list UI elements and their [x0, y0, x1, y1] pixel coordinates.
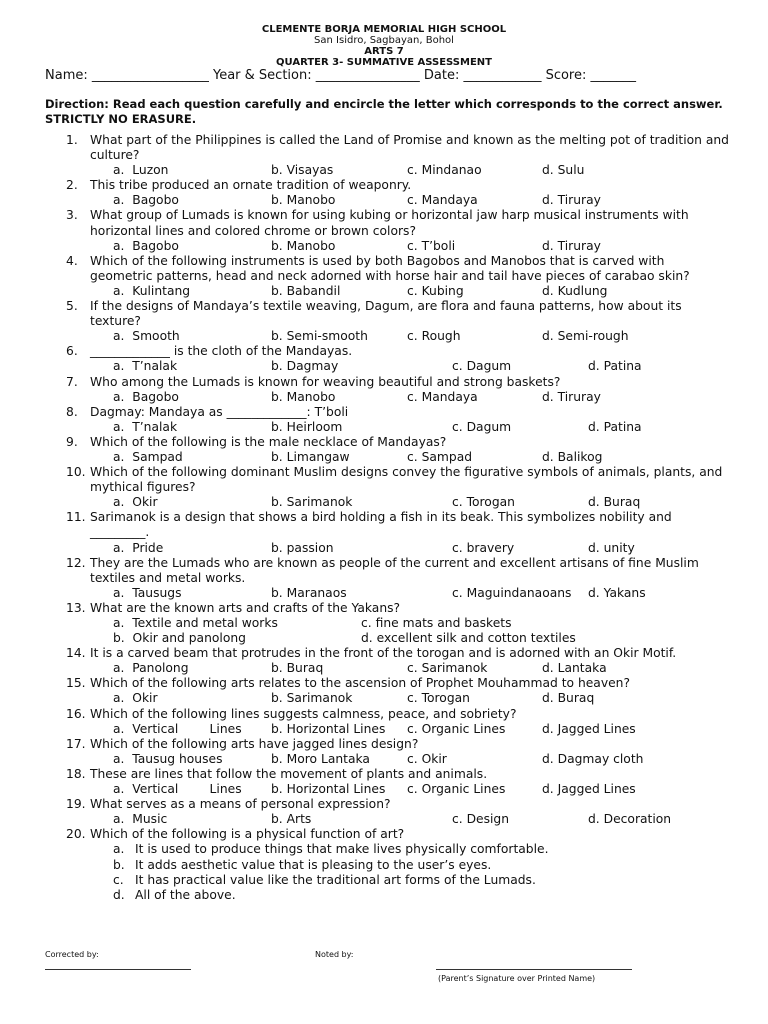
question-number: 14. [66, 646, 86, 661]
question-text: Which of the following is a physical function of art? [90, 827, 405, 842]
question-text: Sarimanok is a design that shows a bird holding a fish in its beak. This symbolizes nobility and _________. [90, 510, 672, 540]
answer-choice[interactable]: b. Heirloom [271, 419, 343, 434]
answer-choice[interactable] [113, 842, 768, 857]
answer-choice[interactable] [113, 873, 768, 888]
question-item [0, 208, 768, 238]
answer-choice[interactable]: a. Tausug houses [113, 751, 223, 766]
choice-letter: d. [113, 887, 125, 902]
question-list [0, 133, 768, 903]
answer-choice[interactable]: d. Balikog [542, 449, 603, 464]
signature-footer [0, 948, 768, 988]
question-item [0, 510, 768, 540]
answer-choice[interactable]: a. Pride [113, 540, 164, 555]
school-name: CLEMENTE BORJA MEMORIAL HIGH SCHOOL [261, 24, 507, 35]
answer-choice[interactable]: b. Okir and panolong [113, 631, 246, 646]
parent-signature-line [436, 969, 632, 970]
question-number: 11. [66, 510, 86, 525]
question-item [0, 299, 768, 329]
question-item [0, 344, 768, 359]
question-number: 13. [66, 600, 86, 615]
question-number: 16. [66, 706, 86, 721]
answer-choice[interactable]: b. Babandil [271, 283, 341, 298]
question-text: It is a carved beam that protrudes in the front of the torogan and is adorned with an Okir Motif. [90, 646, 677, 661]
answer-choice[interactable]: c. T’boli [407, 238, 456, 253]
parent-signature-label: (Parent’s Signature over Printed Name) [438, 974, 596, 983]
choice-row [0, 359, 768, 374]
answer-choice[interactable]: c. Maguindanaoans [452, 585, 572, 600]
choice-row [0, 239, 768, 254]
answer-choice[interactable]: a. Sampad [113, 449, 183, 464]
question-number: 1. [66, 133, 78, 147]
question-item [0, 797, 768, 812]
answer-choice[interactable]: c. Sarimanok [407, 661, 488, 676]
question-text: Dagmay: Mandaya as _____________: T’boli [90, 404, 349, 419]
noted-by-label: Noted by: [315, 950, 354, 959]
answer-choice[interactable]: b. Limangaw [271, 449, 350, 464]
answer-choice[interactable]: b. Manobo [271, 238, 336, 253]
question-number: 4. [66, 253, 78, 268]
question-text: They are the Lumads who are known as people of the current and excellent artisans of fine Muslim textiles and metal works. [90, 555, 699, 585]
answer-choice[interactable]: a. T’nalak [113, 359, 178, 374]
question-text: Which of the following is the male necklace of Mandayas? [90, 434, 447, 449]
answer-choice[interactable]: c. Design [452, 812, 510, 827]
question-item [0, 737, 768, 752]
answer-choice[interactable]: b. Moro Lantaka [271, 751, 370, 766]
answer-choice[interactable]: b. Horizontal Lines [271, 721, 386, 736]
question-text: If the designs of Mandaya’s textile weaving, Dagum, are flora and fauna patterns, how about its texture? [90, 299, 682, 329]
answer-choice[interactable]: a. Textile and metal works [113, 616, 278, 630]
subject-title: ARTS 7 [364, 46, 404, 57]
answer-choice[interactable]: d. Semi-rough [542, 329, 629, 344]
answer-choice[interactable]: a. Luzon [113, 163, 169, 178]
answer-choice[interactable] [113, 858, 768, 873]
choice-row [0, 691, 768, 706]
choice-row [0, 661, 768, 676]
answer-choice[interactable]: a. Music [113, 812, 168, 827]
question-number: 3. [66, 208, 78, 223]
question-text: Which of the following lines suggests calmness, peace, and sobriety? [90, 706, 517, 721]
answer-choice[interactable]: b. Sarimanok [271, 691, 353, 706]
answer-choice[interactable]: a. Okir [113, 495, 158, 510]
question-text: _____________ is the cloth of the Mandayas. [90, 344, 353, 359]
corrected-by-line [45, 969, 191, 970]
choice-row [0, 329, 768, 344]
question-text: Which of the following arts relates to the ascension of Prophet Mouhammad to heaven? [90, 676, 630, 691]
answer-choice[interactable]: d. Patina [588, 359, 642, 374]
answer-choice[interactable]: b. Horizontal Lines [271, 782, 386, 797]
question-text: Who among the Lumads is known for weaving beautiful and strong baskets? [90, 374, 561, 389]
answer-choice[interactable]: b. Visayas [271, 163, 334, 178]
answer-choice[interactable]: c. Torogan [407, 691, 470, 706]
directions-text: Direction: Read each question carefully and encircle the letter which corresponds to the correct answer. STRICTLY NO ERASURE. [45, 97, 723, 126]
question-item [0, 601, 768, 616]
question-text: Which of the following dominant Muslim designs convey the figurative symbols of animals, plants, and mythical figures? [90, 465, 723, 495]
question-text: These are lines that follow the movement of plants and animals. [90, 766, 488, 781]
question-number: 17. [66, 736, 86, 751]
choice-row [0, 495, 768, 510]
answer-choice[interactable]: a. Bagobo [113, 389, 179, 404]
answer-choice[interactable]: b. Maranaos [271, 585, 347, 600]
answer-choice[interactable]: b. Buraq [271, 661, 324, 676]
question-item [0, 827, 768, 842]
answer-choice[interactable]: c. Mandaya [407, 193, 478, 208]
question-number: 6. [66, 344, 78, 359]
answer-choice[interactable]: c. bravery [452, 540, 515, 555]
answer-choice[interactable]: b. Manobo [271, 389, 336, 404]
question-number: 10. [66, 465, 86, 480]
answer-choice[interactable]: c. Dagum [452, 419, 512, 434]
answer-choice[interactable]: c. fine mats and baskets [361, 616, 512, 630]
answer-choice[interactable]: b. Manobo [271, 193, 336, 208]
question-number: 7. [66, 374, 78, 389]
choice-text: It is used to produce things that make lives physically comfortable. [135, 842, 549, 857]
choice-text: It adds aesthetic value that is pleasing to the user’s eyes. [135, 857, 492, 872]
answer-choice[interactable]: d. Kudlung [542, 283, 608, 298]
answer-choice[interactable]: c. Organic Lines [407, 721, 506, 736]
answer-choice[interactable]: a. Tausugs [113, 585, 182, 600]
answer-choice[interactable]: a. T’nalak [113, 419, 178, 434]
answer-choice[interactable]: c. Sampad [407, 449, 473, 464]
answer-choice[interactable]: b. Sarimanok [271, 495, 353, 510]
answer-choice[interactable]: c. Okir [407, 751, 447, 766]
question-number: 8. [66, 404, 78, 419]
question-text: What part of the Philippines is called the Land of Promise and known as the melting pot of tradition and culture? [90, 133, 729, 163]
answer-choice[interactable]: a. Bagobo [113, 238, 179, 253]
question-text: This tribe produced an ornate tradition of weaponry. [90, 178, 412, 193]
choice-letter: b. [113, 857, 125, 872]
choice-row [0, 420, 768, 435]
question-number: 15. [66, 676, 86, 691]
student-info-row: Name: __________________ Year & Section: ________________ Date: ____________ Score: _______ [45, 68, 637, 83]
question-item [0, 707, 768, 722]
question-item [0, 435, 768, 450]
exam-title: QUARTER 3- SUMMATIVE ASSESSMENT [276, 57, 492, 68]
answer-choice[interactable]: a. Okir [113, 691, 158, 706]
answer-choice[interactable]: c. Mindanao [407, 163, 482, 178]
choice-row [0, 812, 768, 827]
answer-choice[interactable]: d. Decoration [588, 812, 672, 827]
answer-choice[interactable]: d. Buraq [588, 495, 641, 510]
question-item [0, 254, 768, 284]
answer-choice[interactable]: c. Organic Lines [407, 782, 506, 797]
choice-row [0, 390, 768, 405]
answer-choice[interactable]: b. Arts [271, 812, 312, 827]
answer-choice[interactable]: a. Vertical Lines [113, 721, 242, 736]
choice-row [0, 450, 768, 465]
choice-list [113, 842, 768, 902]
answer-choice[interactable]: d. Buraq [542, 691, 595, 706]
question-item [0, 178, 768, 193]
question-item [0, 767, 768, 782]
question-item [0, 375, 768, 390]
question-number: 12. [66, 555, 86, 570]
answer-choice[interactable]: c. Torogan [452, 495, 515, 510]
question-item [0, 405, 768, 420]
answer-choice[interactable]: a. Vertical Lines [113, 782, 242, 797]
question-text: Which of the following instruments is used by both Bagobos and Manobos that is carved with geometric patterns, head and neck adorned with horse hair and tail have pieces of carabao skin? [90, 253, 690, 283]
answer-choice[interactable]: d. Sulu [542, 163, 585, 178]
answer-choice[interactable]: d. Tiruray [542, 238, 601, 253]
answer-choice[interactable]: d. unity [588, 540, 635, 555]
choice-row [0, 193, 768, 208]
question-item [0, 133, 768, 163]
question-item [0, 646, 768, 661]
answer-choice[interactable]: d. Jagged Lines [542, 782, 636, 797]
answer-choice[interactable]: b. Semi-smooth [271, 329, 368, 344]
answer-choice[interactable]: c. Rough [407, 329, 461, 344]
choice-row [0, 631, 768, 646]
answer-choice[interactable]: b. passion [271, 540, 334, 555]
answer-choice[interactable]: a. Panolong [113, 661, 189, 676]
answer-choice[interactable] [113, 888, 768, 903]
question-item [0, 556, 768, 586]
choice-row [0, 284, 768, 299]
answer-choice[interactable]: d. excellent silk and cotton textiles [361, 631, 576, 646]
answer-choice[interactable]: d. Lantaka [542, 661, 607, 676]
answer-choice[interactable]: d. Tiruray [542, 193, 601, 208]
answer-choice[interactable]: a. Kulintang [113, 283, 191, 298]
choice-row [0, 782, 768, 797]
question-text: What are the known arts and crafts of the Yakans? [90, 600, 401, 615]
choice-row [0, 616, 768, 631]
choice-row [0, 722, 768, 737]
answer-choice[interactable]: d. Jagged Lines [542, 721, 636, 736]
choice-letter: a. [113, 842, 125, 857]
answer-choice[interactable]: b. Dagmay [271, 359, 339, 374]
school-address: San Isidro, Sagbayan, Bohol [314, 35, 454, 46]
choice-row [0, 586, 768, 601]
choice-letter: c. [113, 872, 124, 887]
answer-choice[interactable]: c. Kubing [407, 283, 464, 298]
answer-choice[interactable]: d. Yakans [588, 585, 646, 600]
question-number: 2. [66, 178, 78, 193]
answer-choice[interactable]: d. Dagmay cloth [542, 751, 644, 766]
answer-choice[interactable]: c. Dagum [452, 359, 512, 374]
answer-choice[interactable]: a. Smooth [113, 329, 180, 344]
question-text: What serves as a means of personal expression? [90, 797, 391, 812]
answer-choice[interactable]: d. Tiruray [542, 389, 601, 404]
answer-choice[interactable]: c. Mandaya [407, 389, 478, 404]
choice-row [0, 163, 768, 178]
question-number: 5. [66, 299, 78, 314]
answer-choice[interactable]: a. Bagobo [113, 193, 179, 208]
corrected-by-label: Corrected by: [45, 950, 99, 959]
answer-choice[interactable]: d. Patina [588, 419, 642, 434]
question-item [0, 676, 768, 691]
question-number: 18. [66, 766, 86, 781]
choice-text: All of the above. [135, 887, 236, 902]
choice-row [0, 541, 768, 556]
question-number: 20. [66, 827, 86, 842]
question-item [0, 465, 768, 495]
question-text: What group of Lumads is known for using kubing or horizontal jaw harp musical instruments with horizontal lines and colored chrome or brown colors? [90, 208, 689, 238]
question-text: Which of the following arts have jagged lines design? [90, 736, 419, 751]
document-header [0, 24, 768, 68]
choice-text: It has practical value like the traditional art forms of the Lumads. [135, 872, 536, 887]
question-number: 9. [66, 434, 78, 449]
choice-row [0, 752, 768, 767]
question-number: 19. [66, 797, 86, 812]
